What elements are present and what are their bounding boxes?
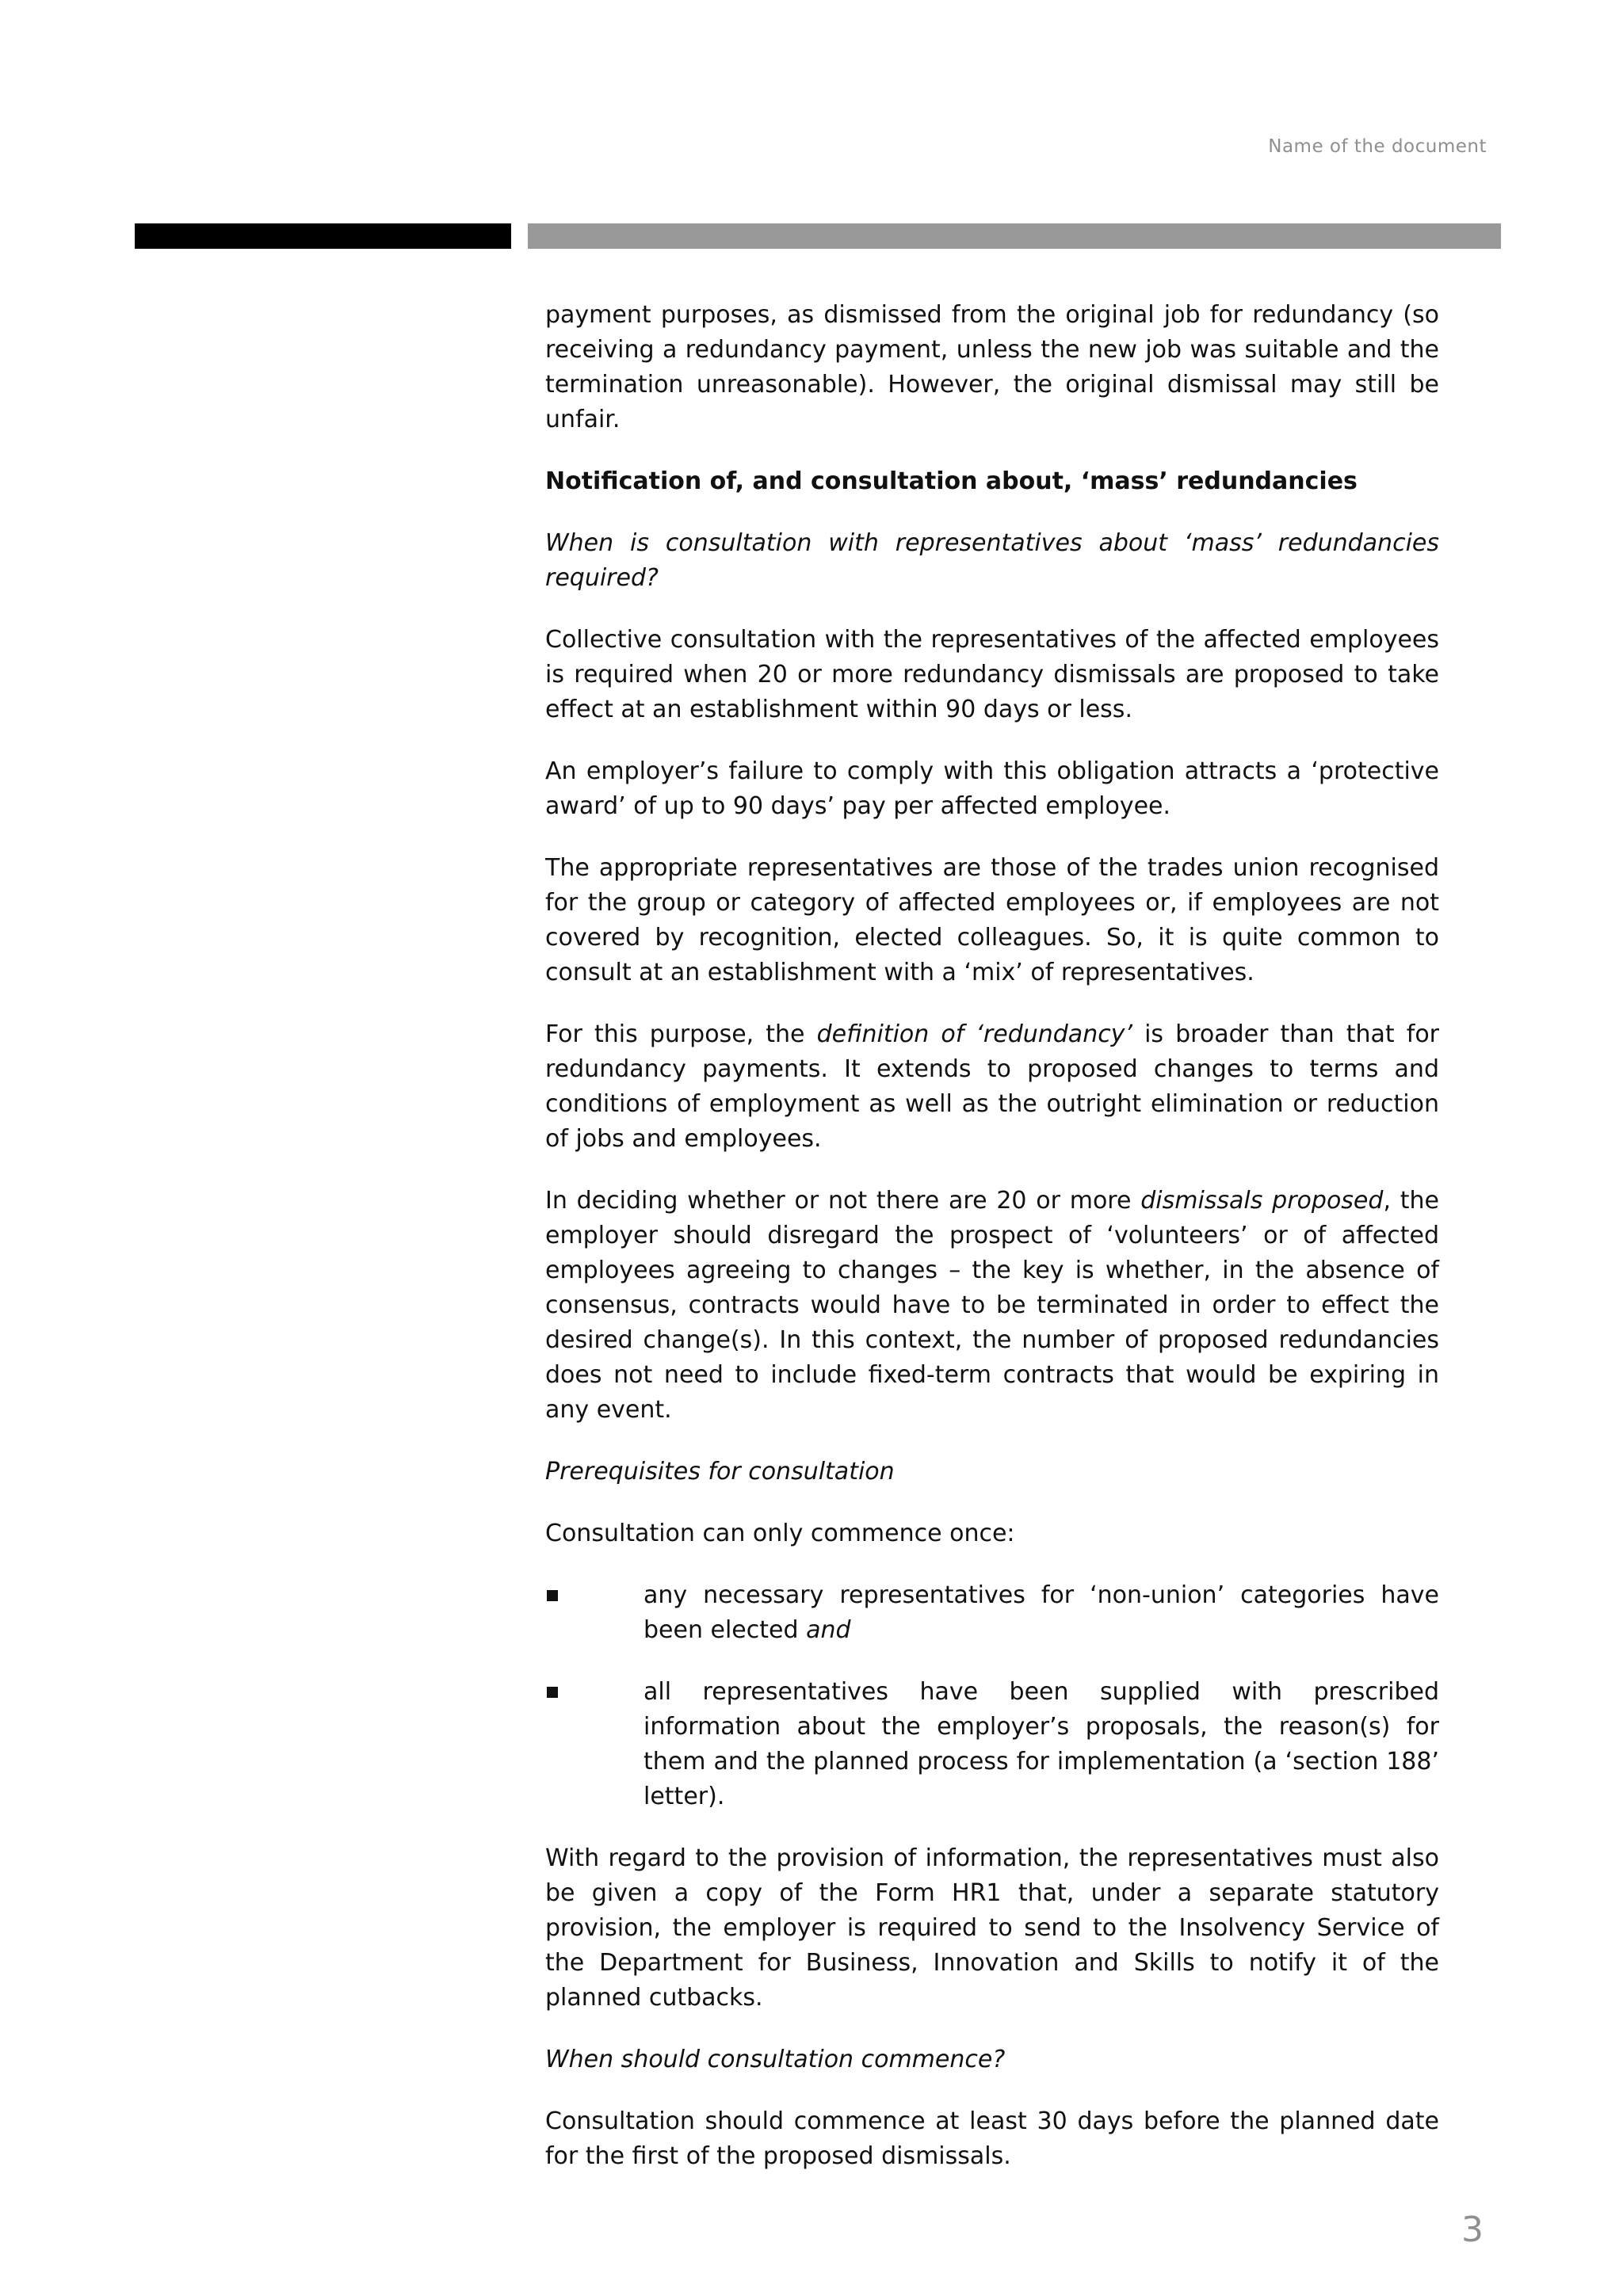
paragraph: Collective consultation with the representatives of the affected employees is required when 20 or more redundancy dismissals are proposed to take effect at an establishment within 90 days or less. bbox=[545, 626, 1439, 723]
paragraph-text: For this purpose, the bbox=[545, 1020, 817, 1048]
subheading: When should consultation commence? bbox=[545, 2046, 1006, 2073]
paragraph: Consultation can only commence once: bbox=[545, 1520, 1015, 1547]
list-item bbox=[545, 1675, 1439, 1814]
paragraph: An employer’s failure to comply with this obligation attracts a ‘protective award’ of up to 90 days’ pay per affected employee. bbox=[545, 757, 1439, 820]
subheading: Prerequisites for consultation bbox=[545, 1458, 895, 1486]
paragraph bbox=[545, 1017, 1439, 1157]
section-heading: Notification of, and consultation about, ‘mass’ redundancies bbox=[545, 467, 1358, 495]
bullet-square-icon bbox=[547, 1590, 558, 1601]
emphasis-text: definition of ‘redundancy’ bbox=[816, 1020, 1132, 1048]
emphasis-text: and bbox=[806, 1616, 851, 1644]
subheading: When is consultation with representatives about ‘mass’ redundancies required? bbox=[545, 529, 1439, 592]
paragraph bbox=[545, 1184, 1439, 1428]
bullet-square-icon bbox=[547, 1687, 558, 1698]
paragraph: payment purposes, as dismissed from the original job for redundancy (so receiving a redundancy payment, unless the new job was suitable and the termination unreasonable). However, the original dismissal may still be unfair. bbox=[545, 301, 1439, 433]
paragraph-text: , the employer should disregard the prospect of ‘volunteers’ or of affected employees agreeing to changes – the key is whether, in the absence of consensus, contracts would have to be terminated in order to effect the desired change(s). In this context, the number of proposed redundancies does not need to include fixed-term contracts that would be expiring in any event. bbox=[545, 1187, 1439, 1424]
paragraph: The appropriate representatives are those of the trades union recognised for the group or category of affected employees or, if employees are not covered by recognition, elected colleagues. So, it is quite common to consult at an establishment with a ‘mix’ of representatives. bbox=[545, 854, 1439, 986]
list-item bbox=[545, 1578, 1439, 1648]
list-item-text: any necessary representatives for ‘non-union’ categories have been elected bbox=[643, 1581, 1439, 1644]
header-bar-grey bbox=[528, 223, 1501, 249]
paragraph: Consultation should commence at least 30 days before the planned date for the first of the proposed dismissals. bbox=[545, 2107, 1439, 2170]
emphasis-text: dismissals proposed bbox=[1140, 1187, 1384, 1215]
paragraph: With regard to the provision of information, the representatives must also be given a copy of the Form HR1 that, under a separate statutory provision, the employer is required to send to the Insolvency Service of the Department for Business, Innovation and Skills to notify it of the planned cutbacks. bbox=[545, 1844, 1439, 2012]
page-number: 3 bbox=[1461, 2210, 1484, 2250]
document-name: Name of the document bbox=[1268, 136, 1487, 157]
document-body bbox=[545, 298, 1439, 2201]
header-bar-black bbox=[135, 223, 511, 249]
paragraph-text: is broader than that for redundancy payments. It extends to proposed changes to terms and conditions of employment as well as the outright elimination or reduction of jobs and employees. bbox=[545, 1020, 1440, 1153]
list-item-text: all representatives have been supplied with prescribed information about the employer’s proposals, the reason(s) for them and the planned process for implementation (a ‘section 188’ letter). bbox=[643, 1678, 1439, 1810]
paragraph-text: In deciding whether or not there are 20 or more bbox=[545, 1187, 1141, 1215]
